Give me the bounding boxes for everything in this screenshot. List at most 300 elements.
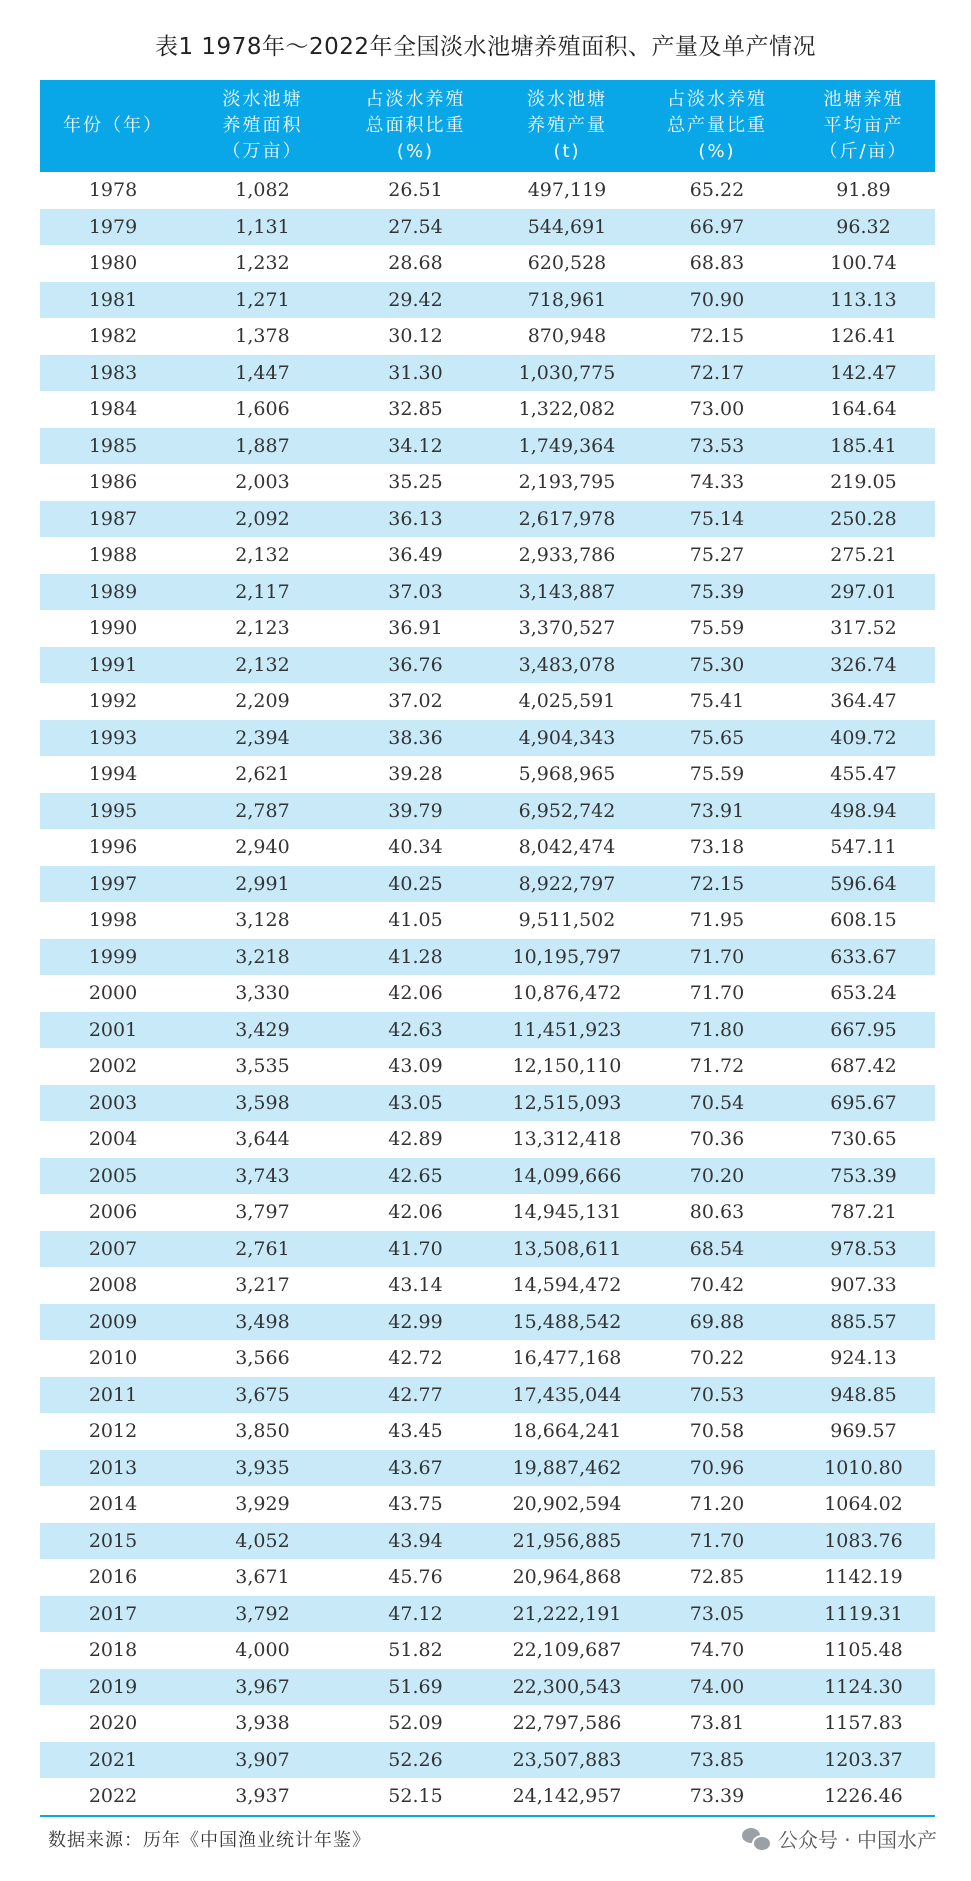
table-cell: 72.15 <box>689 325 745 348</box>
table-cell: 43.75 <box>388 1493 443 1516</box>
table-cell: 1992 <box>88 690 138 713</box>
table-cell: 37.02 <box>388 690 443 713</box>
table-cell: 22,300,543 <box>492 1669 642 1706</box>
table-cell: 3,850 <box>235 1420 290 1443</box>
table-cell: 2,991 <box>186 866 339 903</box>
table-cell: 885.57 <box>792 1304 935 1341</box>
table-cell: 1980 <box>88 252 138 275</box>
table-row <box>40 391 935 428</box>
table-cell: 70.96 <box>642 1450 792 1487</box>
table-cell: 4,052 <box>186 1523 339 1560</box>
table-cell: 43.14 <box>388 1274 443 1297</box>
table-cell: 42.65 <box>339 1158 492 1195</box>
table-row <box>40 975 935 1012</box>
table-cell: 39.79 <box>339 793 492 830</box>
table-cell: 3,671 <box>235 1566 290 1589</box>
column-header-line: 淡水池塘 <box>222 89 303 110</box>
table-row <box>40 1559 935 1596</box>
table-cell: 1010.80 <box>792 1450 935 1487</box>
table-cell: 409.72 <box>792 720 935 757</box>
table-cell: 72.17 <box>642 355 792 392</box>
column-header-line: 占淡水养殖 <box>667 89 767 110</box>
table-cell: 1203.37 <box>792 1742 935 1779</box>
table-cell: 219.05 <box>830 471 897 494</box>
table-cell: 2008 <box>88 1274 138 1297</box>
column-header-4 <box>642 80 792 172</box>
table-cell: 8,922,797 <box>492 866 642 903</box>
table-cell: 5,968,965 <box>518 763 616 786</box>
table-cell: 73.53 <box>642 428 792 465</box>
table-row <box>40 1121 935 1158</box>
table-cell: 969.57 <box>830 1420 897 1443</box>
table-row <box>40 1450 935 1487</box>
column-header-1 <box>186 80 339 172</box>
table-cell: 10,876,472 <box>512 982 622 1005</box>
table-cell: 718,961 <box>492 282 642 319</box>
table-cell: 52.09 <box>388 1712 443 1735</box>
table-cell: 1982 <box>88 325 138 348</box>
table-cell: 21,222,191 <box>492 1596 642 1633</box>
table-row <box>40 1158 935 1195</box>
table-cell: 75.41 <box>689 690 745 713</box>
table-row <box>40 1012 935 1049</box>
table-cell: 1,606 <box>235 398 290 421</box>
table-cell: 36.76 <box>339 647 492 684</box>
table-cell: 2010 <box>88 1347 138 1370</box>
table-cell: 1142.19 <box>824 1566 903 1589</box>
table-cell: 1995 <box>40 793 186 830</box>
table-cell: 42.72 <box>388 1347 443 1370</box>
table-cell: 1064.02 <box>824 1493 903 1516</box>
table-cell: 250.28 <box>792 501 935 538</box>
table-cell: 32.85 <box>388 398 443 421</box>
table-cell: 38.36 <box>339 720 492 757</box>
table-row <box>40 610 935 647</box>
table-cell: 695.67 <box>792 1085 935 1122</box>
table-cell: 73.00 <box>689 398 745 421</box>
table-row <box>40 1340 935 1377</box>
table-cell: 544,691 <box>492 209 642 246</box>
table-cell: 1983 <box>40 355 186 392</box>
table-cell: 2,394 <box>186 720 339 757</box>
table-cell: 2019 <box>40 1669 186 1706</box>
table-row <box>40 1413 935 1450</box>
table-cell: 1124.30 <box>792 1669 935 1706</box>
table-cell: 1989 <box>40 574 186 611</box>
table-cell: 27.54 <box>339 209 492 246</box>
table-row <box>40 1778 935 1816</box>
table-cell: 364.47 <box>830 690 897 713</box>
table-cell: 80.63 <box>689 1201 745 1224</box>
table-cell: 2001 <box>40 1012 186 1049</box>
table-cell: 547.11 <box>830 836 897 859</box>
table-cell: 2009 <box>40 1304 186 1341</box>
table-row <box>40 464 935 501</box>
table-cell: 2,003 <box>235 471 290 494</box>
table-cell: 907.33 <box>830 1274 897 1297</box>
table-cell: 2016 <box>88 1566 138 1589</box>
table-cell: 2005 <box>40 1158 186 1195</box>
table-cell: 75.30 <box>642 647 792 684</box>
table-row <box>40 829 935 866</box>
table-row <box>40 172 935 209</box>
table-cell: 42.99 <box>339 1304 492 1341</box>
table-cell: 12,515,093 <box>492 1085 642 1122</box>
table-cell: 17,435,044 <box>492 1377 642 1414</box>
table-cell: 1990 <box>88 617 138 640</box>
table-row <box>40 355 935 392</box>
table-cell: 71.70 <box>689 982 745 1005</box>
table-cell: 71.95 <box>689 909 745 932</box>
column-header-line: 淡水池塘 <box>527 89 607 110</box>
table-cell: 1226.46 <box>792 1778 935 1816</box>
table-cell: 2000 <box>88 982 138 1005</box>
table-cell: 1,271 <box>186 282 339 319</box>
table-cell: 74.70 <box>689 1639 745 1662</box>
table-cell: 1981 <box>40 282 186 319</box>
table-cell: 2,761 <box>186 1231 339 1268</box>
data-source-note: 数据来源：历年《中国渔业统计年鉴》 <box>48 1830 371 1851</box>
table-row <box>40 683 935 720</box>
table-row <box>40 1742 935 1779</box>
table-cell: 2,117 <box>186 574 339 611</box>
table-cell: 51.69 <box>339 1669 492 1706</box>
table-row <box>40 756 935 793</box>
table-cell: 3,938 <box>235 1712 290 1735</box>
table-row <box>40 1377 935 1414</box>
table-header <box>40 80 935 172</box>
table-cell: 75.39 <box>642 574 792 611</box>
table-cell: 1978 <box>88 179 138 202</box>
table-row <box>40 647 935 684</box>
table-cell: 45.76 <box>388 1566 443 1589</box>
table-cell: 1979 <box>40 209 186 246</box>
table-cell: 24,142,957 <box>492 1778 642 1816</box>
table-cell: 978.53 <box>792 1231 935 1268</box>
table-cell: 275.21 <box>830 544 897 567</box>
table-row <box>40 1669 935 1706</box>
table-cell: 13,312,418 <box>512 1128 622 1151</box>
table-cell: 71.80 <box>642 1012 792 1049</box>
table-cell: 36.49 <box>388 544 443 567</box>
table-cell: 2002 <box>88 1055 138 1078</box>
table-cell: 70.36 <box>689 1128 745 1151</box>
table-cell: 3,907 <box>186 1742 339 1779</box>
column-header-line: 总产量比重 <box>667 115 767 136</box>
table-cell: 22,797,586 <box>512 1712 622 1735</box>
table-cell: 4,904,343 <box>492 720 642 757</box>
table-cell: 2020 <box>88 1712 138 1735</box>
table-cell: 1083.76 <box>792 1523 935 1560</box>
table-cell: 667.95 <box>792 1012 935 1049</box>
table-cell: 70.90 <box>642 282 792 319</box>
table-cell: 3,743 <box>186 1158 339 1195</box>
table-row <box>40 1705 935 1742</box>
table-row <box>40 1304 935 1341</box>
table-cell: 2,132 <box>235 544 290 567</box>
table-cell: 26.51 <box>388 179 443 202</box>
table-cell: 21,956,885 <box>492 1523 642 1560</box>
table-cell: 42.77 <box>339 1377 492 1414</box>
table-cell: 2,193,795 <box>518 471 616 494</box>
table-row <box>40 1231 935 1268</box>
table-cell: 73.39 <box>642 1778 792 1816</box>
table-cell: 75.59 <box>689 617 745 640</box>
table-cell: 43.45 <box>388 1420 443 1443</box>
table-cell: 787.21 <box>830 1201 897 1224</box>
table-cell: 2022 <box>40 1778 186 1816</box>
table-cell: 39.28 <box>388 763 443 786</box>
data-table-container <box>40 80 935 1817</box>
table-cell: 1994 <box>88 763 138 786</box>
table-cell: 71.70 <box>642 1523 792 1560</box>
table-cell: 70.54 <box>642 1085 792 1122</box>
table-title: 表1 1978年～2022年全国淡水池塘养殖面积、产量及单产情况 <box>154 34 816 60</box>
table-cell: 2,209 <box>235 690 290 713</box>
table-cell: 3,498 <box>186 1304 339 1341</box>
wechat-icon <box>742 1828 770 1850</box>
column-header-5 <box>792 80 935 172</box>
table-cell: 4,025,591 <box>518 690 616 713</box>
table-cell: 3,967 <box>186 1669 339 1706</box>
table-cell: 3,598 <box>186 1085 339 1122</box>
table-cell: 42.06 <box>388 1201 443 1224</box>
table-cell: 633.67 <box>792 939 935 976</box>
column-header-line: 养殖面积 <box>222 115 303 136</box>
table-cell: 70.20 <box>642 1158 792 1195</box>
table-cell: 730.65 <box>830 1128 897 1151</box>
table-cell: 596.64 <box>792 866 935 903</box>
table-cell: 30.12 <box>388 325 443 348</box>
table-cell: 1987 <box>40 501 186 538</box>
column-header-line: (t) <box>553 141 581 162</box>
table-cell: 100.74 <box>830 252 897 275</box>
table-cell: 2018 <box>88 1639 138 1662</box>
table-cell: 69.88 <box>642 1304 792 1341</box>
table-cell: 72.15 <box>642 866 792 903</box>
table-cell: 3,566 <box>235 1347 290 1370</box>
table-cell: 14,099,666 <box>492 1158 642 1195</box>
table-cell: 3,483,078 <box>492 647 642 684</box>
table-row <box>40 720 935 757</box>
table-row <box>40 209 935 246</box>
table-cell: 74.00 <box>642 1669 792 1706</box>
table-cell: 66.97 <box>642 209 792 246</box>
table-cell: 15,488,542 <box>492 1304 642 1341</box>
table-row <box>40 501 935 538</box>
table-cell: 68.54 <box>642 1231 792 1268</box>
table-cell: 16,477,168 <box>512 1347 622 1370</box>
table-cell: 37.03 <box>339 574 492 611</box>
table-cell: 2,933,786 <box>518 544 616 567</box>
table-cell: 70.42 <box>689 1274 745 1297</box>
table-cell: 126.41 <box>830 325 897 348</box>
table-cell: 34.12 <box>339 428 492 465</box>
table-cell: 1,322,082 <box>518 398 616 421</box>
table-cell: 71.70 <box>642 939 792 976</box>
account-name: 公众号 · 中国水产 <box>777 1828 937 1852</box>
table-cell: 96.32 <box>792 209 935 246</box>
table-cell: 75.59 <box>689 763 745 786</box>
table-row <box>40 1048 935 1085</box>
table-cell: 2006 <box>88 1201 138 1224</box>
table-cell: 498.94 <box>792 793 935 830</box>
table-row <box>40 1194 935 1231</box>
table-cell: 2,621 <box>235 763 290 786</box>
table-row <box>40 866 935 903</box>
table-cell: 608.15 <box>830 909 897 932</box>
table-cell: 51.82 <box>388 1639 443 1662</box>
table-cell: 1988 <box>88 544 138 567</box>
table-row <box>40 1267 935 1304</box>
table-cell: 497,119 <box>527 179 607 202</box>
table-row <box>40 939 935 976</box>
table-cell: 1,131 <box>186 209 339 246</box>
column-header-2 <box>339 80 492 172</box>
table-cell: 52.26 <box>339 1742 492 1779</box>
table-body <box>40 172 935 1816</box>
table-cell: 4,000 <box>235 1639 290 1662</box>
table-cell: 317.52 <box>830 617 897 640</box>
table-cell: 2012 <box>88 1420 138 1443</box>
table-cell: 113.13 <box>792 282 935 319</box>
table-cell: 3,535 <box>235 1055 290 1078</box>
table-cell: 924.13 <box>830 1347 897 1370</box>
table-cell: 3,797 <box>235 1201 290 1224</box>
table-cell: 3,217 <box>235 1274 290 1297</box>
table-cell: 1,887 <box>186 428 339 465</box>
table-cell: 2,092 <box>186 501 339 538</box>
table-cell: 3,792 <box>186 1596 339 1633</box>
table-cell: 3,218 <box>186 939 339 976</box>
table-cell: 2014 <box>88 1493 138 1516</box>
table-row <box>40 1085 935 1122</box>
table-row <box>40 1632 935 1669</box>
table-cell: 91.89 <box>836 179 891 202</box>
column-header-line: 占淡水养殖 <box>365 89 466 110</box>
table-cell: 3,143,887 <box>492 574 642 611</box>
table-cell: 43.09 <box>388 1055 443 1078</box>
table-cell: 653.24 <box>830 982 897 1005</box>
column-header-line: 池塘养殖 <box>823 89 904 110</box>
table-cell: 43.05 <box>339 1085 492 1122</box>
table-row <box>40 318 935 355</box>
table-row <box>40 574 935 611</box>
column-header-line: 养殖产量 <box>527 115 607 136</box>
table-cell: 620,528 <box>527 252 607 275</box>
table-cell: 3,937 <box>186 1778 339 1816</box>
table-cell: 753.39 <box>792 1158 935 1195</box>
table-cell: 71.72 <box>689 1055 745 1078</box>
account-watermark <box>742 1824 937 1853</box>
table-cell: 1,232 <box>235 252 290 275</box>
table-cell: 1997 <box>40 866 186 903</box>
column-header-line: 平均亩产 <box>823 115 904 136</box>
column-header-0 <box>40 80 186 172</box>
table-cell: 42.89 <box>388 1128 443 1151</box>
table-cell: 20,964,868 <box>512 1566 622 1589</box>
table-row <box>40 902 935 939</box>
table-cell: 11,451,923 <box>492 1012 642 1049</box>
table-cell: 9,511,502 <box>518 909 616 932</box>
table-cell: 1,082 <box>235 179 290 202</box>
table-cell: 2015 <box>40 1523 186 1560</box>
table-cell: 75.65 <box>642 720 792 757</box>
table-cell: 1999 <box>40 939 186 976</box>
table-cell: 13,508,611 <box>492 1231 642 1268</box>
column-header-line: (%) <box>698 141 736 162</box>
table-cell: 870,948 <box>527 325 607 348</box>
table-cell: 2013 <box>40 1450 186 1487</box>
table-row <box>40 537 935 574</box>
table-cell: 70.53 <box>642 1377 792 1414</box>
table-cell: 20,902,594 <box>512 1493 622 1516</box>
table-cell: 1,447 <box>186 355 339 392</box>
table-cell: 12,150,110 <box>512 1055 622 1078</box>
table-cell: 3,330 <box>235 982 290 1005</box>
table-row <box>40 1523 935 1560</box>
table-cell: 73.18 <box>689 836 745 859</box>
table-row <box>40 282 935 319</box>
table-cell: 2004 <box>88 1128 138 1151</box>
table-cell: 185.41 <box>792 428 935 465</box>
table-cell: 3,644 <box>235 1128 290 1151</box>
table-cell: 47.12 <box>339 1596 492 1633</box>
column-header-line: （万亩） <box>222 141 303 162</box>
table-cell: 1119.31 <box>792 1596 935 1633</box>
table-cell: 1986 <box>88 471 138 494</box>
table-cell: 65.22 <box>689 179 745 202</box>
table-cell: 42.06 <box>388 982 443 1005</box>
table-cell: 36.91 <box>388 617 443 640</box>
column-header-line: 年份（年） <box>63 115 163 136</box>
table-cell: 3,128 <box>235 909 290 932</box>
table-cell: 70.22 <box>689 1347 745 1370</box>
table-cell: 2,617,978 <box>492 501 642 538</box>
table-cell: 74.33 <box>689 471 745 494</box>
table-cell: 10,195,797 <box>492 939 642 976</box>
table-cell: 71.20 <box>689 1493 745 1516</box>
table-cell: 1105.48 <box>824 1639 903 1662</box>
table-cell: 1996 <box>88 836 138 859</box>
column-header-3 <box>492 80 642 172</box>
table-cell: 43.67 <box>339 1450 492 1487</box>
table-cell: 297.01 <box>792 574 935 611</box>
table-cell: 41.05 <box>388 909 443 932</box>
header-row <box>40 80 935 172</box>
table-cell: 8,042,474 <box>518 836 616 859</box>
table-cell: 2021 <box>40 1742 186 1779</box>
table-cell: 40.34 <box>388 836 443 859</box>
table-cell: 75.27 <box>689 544 745 567</box>
table-cell: 41.28 <box>339 939 492 976</box>
table-cell: 2,123 <box>235 617 290 640</box>
table-cell: 6,952,742 <box>492 793 642 830</box>
table-cell: 164.64 <box>830 398 897 421</box>
table-cell: 40.25 <box>339 866 492 903</box>
table-cell: 14,594,472 <box>512 1274 622 1297</box>
table-cell: 72.85 <box>689 1566 745 1589</box>
table-cell: 142.47 <box>792 355 935 392</box>
table-row <box>40 793 935 830</box>
table-cell: 42.63 <box>339 1012 492 1049</box>
table-row <box>40 1596 935 1633</box>
table-cell: 14,945,131 <box>512 1201 622 1224</box>
table-cell: 1,378 <box>235 325 290 348</box>
table-cell: 3,429 <box>186 1012 339 1049</box>
column-header-line: （斤/亩） <box>819 141 908 162</box>
table-cell: 2017 <box>40 1596 186 1633</box>
